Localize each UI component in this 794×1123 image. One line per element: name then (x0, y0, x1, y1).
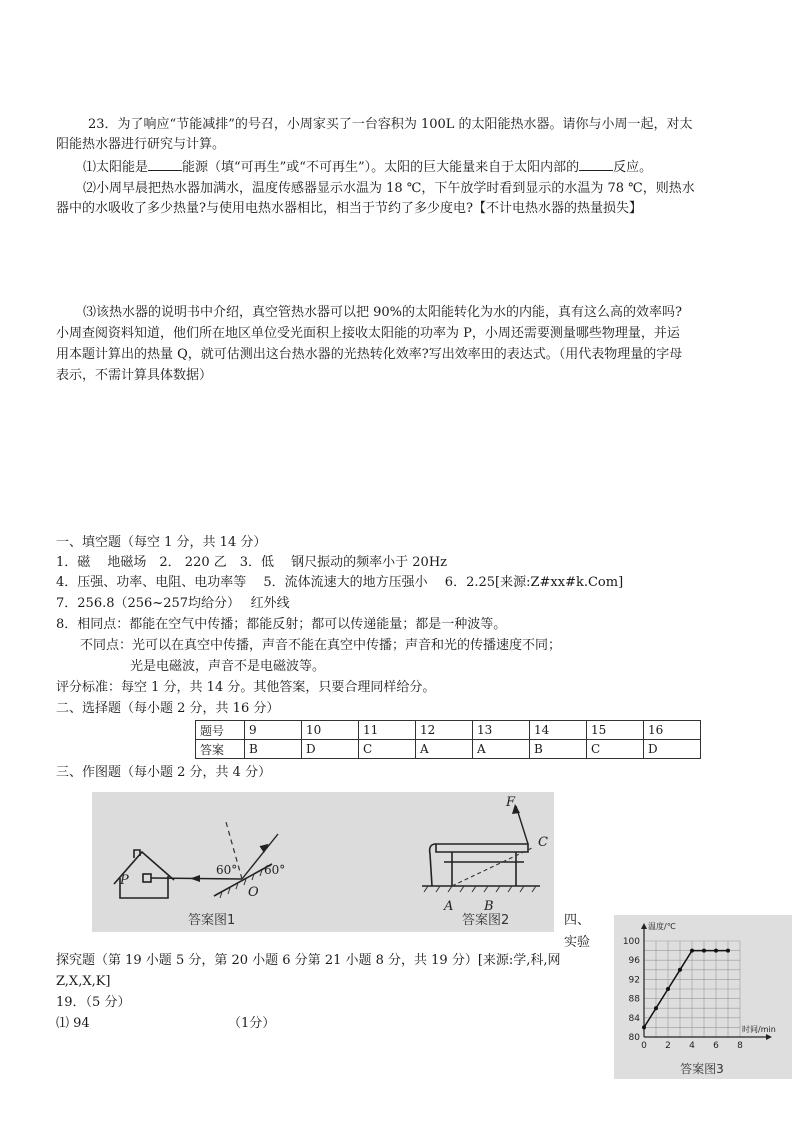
table-cell: A (416, 740, 473, 759)
scoring-note: 评分标准：每空 1 分，共 14 分。其他答案，只要合理同样给分。 (56, 680, 436, 695)
table-cell: 11 (359, 721, 416, 740)
answer-line: 光是电磁波，声音不是电磁波等。 (130, 659, 326, 674)
y-axis-label: 温度/℃ (648, 922, 676, 931)
figure2-table-icon (422, 844, 540, 886)
q23-part3-line2: 小周查阅资料知道，他们所在地区单位受光面积上接收太阳能的功率为 P，小周还需要测量哪些物理量，并运 (56, 326, 680, 341)
table-cell: 12 (416, 721, 473, 740)
x-tick-label: 4 (689, 1041, 695, 1051)
q23-part3-line4: 表示，不需计算具体数据） (56, 368, 213, 383)
x-tick-label: 6 (713, 1041, 719, 1051)
section3-title: 三、作图题（每小题 2 分，共 4 分） (56, 765, 272, 780)
q23-part1-a: ⑴太阳能是 (83, 160, 149, 175)
answer-line: 8．相同点：都能在空气中传播；都能反射；都可以传递能量；都是一种波等。 (56, 617, 507, 632)
table-cell: 答案 (196, 740, 245, 759)
y-tick-label: 100 (622, 937, 640, 947)
section4-title-d: Z,X,X,K] (56, 974, 111, 989)
q23-part2-line2: 器中的水吸收了多少热量?与使用电热水器相比，相当于节约了多少度电?【不计电热水器的热量损失】 (56, 201, 642, 216)
data-point (642, 1025, 646, 1029)
q23-intro-line2: 阳能热水器进行研究与计算。 (56, 137, 226, 152)
table-cell: D (302, 740, 359, 759)
lever-arm-dashed (452, 848, 532, 886)
temperature-time-chart (614, 915, 792, 1079)
answer-line: 4．压强、功率、电阻、电功率等 5．流体流速大的地方压强小 6．2.25[来源:Z#xx#k.Com] (56, 575, 624, 590)
y-tick-label: 84 (628, 1013, 640, 1024)
x-tick-label: 0 (641, 1041, 647, 1051)
label-o: O (248, 885, 259, 900)
answer-blank[interactable] (579, 158, 613, 171)
figure1-caption: 答案图1 (188, 913, 236, 928)
q23-part1-b: 能源（填“可再生”或“不可再生”）。太阳的巨大能量来自于太阳内部的 (182, 160, 580, 175)
table-cell: D (644, 740, 701, 759)
q23-part3-line3: 用本题计算出的热量 Q，就可估测出这台热水器的光热转化效率?写出效率田的表达式。（用代表物理量的字母 (56, 347, 683, 362)
section1-title: 一、填空题（每空 1 分，共 14 分） (56, 535, 267, 550)
ray-arrow-icon (190, 875, 200, 882)
table-cell: 9 (245, 721, 302, 740)
table-cell: B (530, 740, 587, 759)
section4-title-b: 实验 (564, 935, 591, 950)
table-cell: C (359, 740, 416, 759)
q23-part1-c: 反应。 (613, 160, 653, 175)
table-cell: B (245, 740, 302, 759)
figure2-caption: 答案图2 (462, 913, 510, 928)
label-p: P (120, 873, 129, 888)
label-b: B (484, 899, 494, 914)
answer-figures-1-2 (92, 792, 554, 932)
data-point (714, 949, 718, 953)
table-cell: 15 (587, 721, 644, 740)
answer-line: 1．磁 地磁场 2． 220 乙 3．低 钢尺振动的频率小于 20Hz (56, 555, 448, 570)
table-cell: C (587, 740, 644, 759)
y-tick-label: 80 (628, 1033, 640, 1043)
x-tick-label: 8 (737, 1041, 743, 1051)
section2-title: 二、选择题（每小题 2 分，共 16 分） (56, 701, 280, 716)
data-point (666, 987, 670, 991)
table-row-answers (196, 740, 701, 759)
x-tick-label: 2 (665, 1041, 671, 1051)
reflection-and-lever-diagrams (92, 792, 554, 932)
q23-part3-line1: ⑶该热水器的说明书中介绍，真空管热水器可以把 90%的太阳能转化为水的内能，真有这么高的效率吗? (83, 305, 682, 320)
answer-line: 不同点：光可以在真空中传播，声音不能在真空中传播；声音和光的传播速度不同； (80, 638, 562, 653)
section4-title-c: 探究题（第 19 小题 5 分，第 20 小题 6 分第 21 小题 8 分，共 19 分）[来源:学,科,网 (56, 953, 561, 968)
x-axis-label: 时间/min (742, 1025, 776, 1034)
table-cell: 16 (644, 721, 701, 740)
x-axis-arrow-icon (766, 1034, 772, 1040)
angle-label-2: 60° (264, 863, 286, 877)
answer-blank[interactable] (148, 158, 182, 171)
data-point (690, 949, 694, 953)
table-row-numbers (196, 721, 701, 740)
y-tick-label: 96 (628, 956, 640, 967)
angle-label-1: 60° (216, 863, 238, 877)
label-c: C (538, 835, 548, 850)
label-f: F (506, 795, 516, 810)
table-cell: 14 (530, 721, 587, 740)
table-cell: 13 (473, 721, 530, 740)
data-point (702, 949, 706, 953)
section4-title-a: 四、 (564, 913, 591, 928)
ground-hatching (424, 886, 536, 892)
q23-part2-line1: ⑵小周早晨把热水器加满水，温度传感器显示水温为 18 ℃，下午放学时看到显示的水温为 78 ℃，则热水 (83, 181, 695, 196)
table-cell: A (473, 740, 530, 759)
y-tick-label: 92 (628, 975, 640, 986)
q19-title: 19．（5 分） (56, 995, 131, 1010)
y-axis-arrow-icon (641, 923, 647, 929)
answer-line: 7．256.8（256~257均给分） 红外线 (56, 596, 290, 611)
label-a: A (444, 899, 454, 914)
answer-table (195, 720, 701, 759)
data-point (726, 949, 730, 953)
q19-score-1: （1分） (228, 1016, 276, 1031)
data-point (654, 1006, 658, 1010)
q19-answer-1: ⑴ 94 (56, 1016, 90, 1031)
y-tick-label: 88 (628, 994, 640, 1005)
answer-figure-3 (614, 915, 792, 1079)
chart-title: 答案图3 (680, 1062, 724, 1076)
table-cell: 题号 (196, 721, 245, 740)
q23-part1 (83, 158, 652, 177)
table-cell: 10 (302, 721, 359, 740)
data-point (678, 968, 682, 972)
q23-intro-line1: 23．为了响应“节能减排”的号召，小周家买了一台容积为 100L 的太阳能热水器。请你与小周一起，对太 (88, 117, 693, 132)
